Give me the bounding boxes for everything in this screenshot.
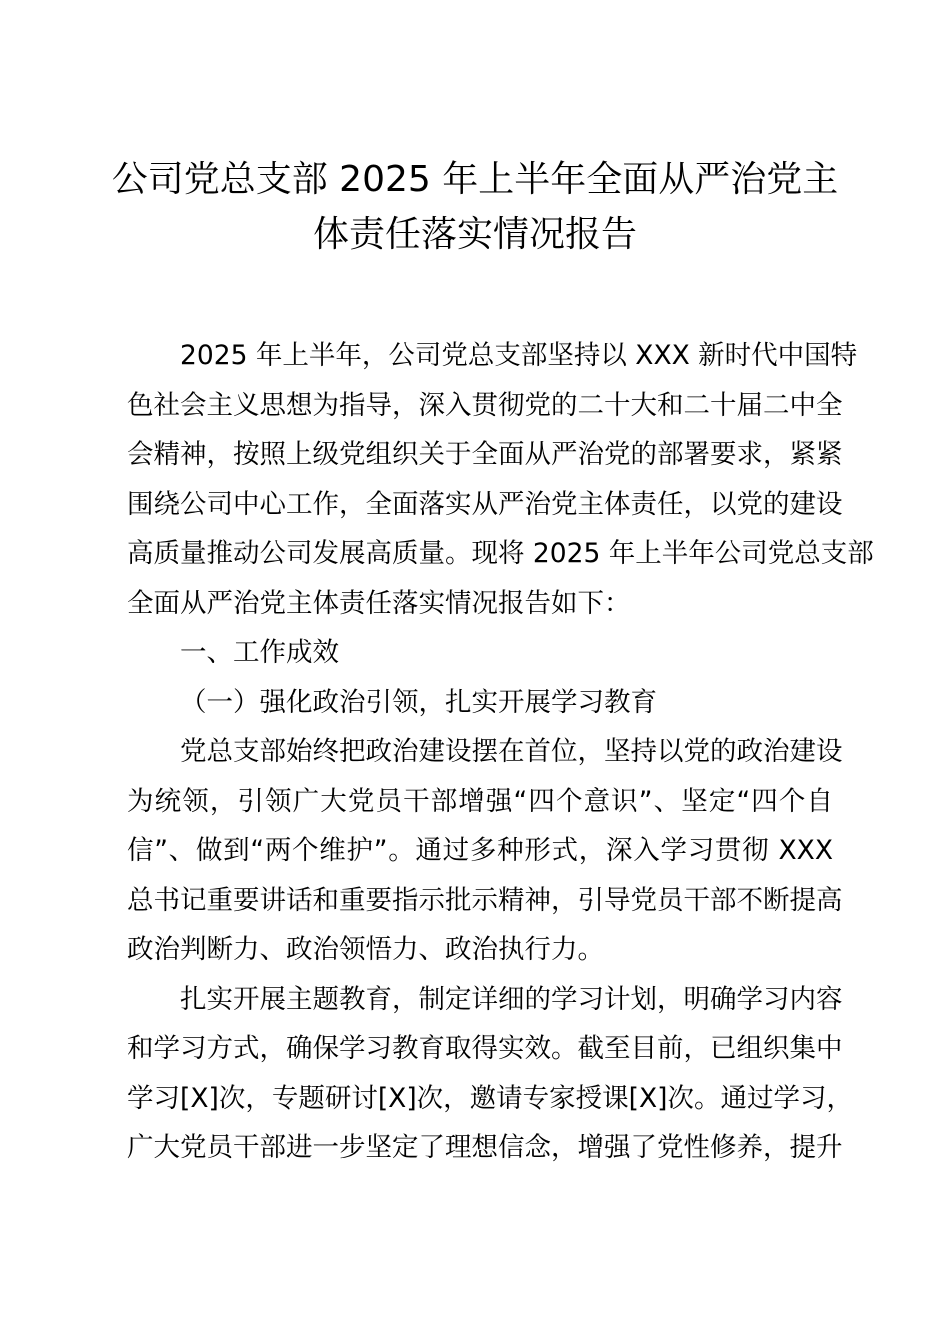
paragraph-line: 围绕公司中心工作，全面落实从严治党主体责任，以党的建设 (127, 488, 843, 520)
paragraph-line: 扎实开展主题教育，制定详细的学习计划，明确学习内容 (180, 983, 843, 1015)
section-heading: 一、工作成效 (180, 637, 339, 668)
paragraph-line: 学习[X]次，专题研讨[X]次，邀请专家授课[X]次。通过学习， (127, 1082, 853, 1114)
document-title (100, 152, 850, 262)
paragraph-line: 广大党员干部进一步坚定了理想信念，增强了党性修养，提升 (127, 1132, 843, 1163)
paragraph-line: 全面从严治党主体责任落实情况报告如下： (127, 587, 631, 619)
paragraph-line: 会精神，按照上级党组织关于全面从严治党的部署要求，紧紧 (127, 439, 843, 470)
subsection-heading: （一）强化政治引领，扎实开展学习教育 (180, 686, 657, 718)
title-line-1: 公司党总支部 2025 年上半年全面从严治党主 (111, 159, 839, 200)
paragraph-line: 2025 年上半年，公司党总支部坚持以 XXX 新时代中国特 (180, 340, 858, 371)
paragraph-line: 政治判断力、政治领悟力、政治执行力。 (127, 934, 604, 965)
paragraph-line: 党总支部始终把政治建设摆在首位，坚持以党的政治建设 (180, 736, 843, 767)
paragraph-line: 信”、做到“两个维护”。通过多种形式，深入学习贯彻 XXX (127, 835, 833, 866)
document-body (127, 331, 874, 1173)
paragraph-line: 色社会主义思想为指导，深入贯彻党的二十大和二十届二中全 (127, 389, 843, 421)
paragraph-line: 为统领，引领广大党员干部增强“四个意识”、坚定“四个自 (127, 785, 833, 817)
paragraph-line: 高质量推动公司发展高质量。现将 2025 年上半年公司党总支部 (127, 538, 874, 569)
title-line-2: 体责任落实情况报告 (312, 214, 637, 255)
paragraph-line: 总书记重要讲话和重要指示批示精神，引导党员干部不断提高 (127, 884, 843, 916)
paragraph-line: 和学习方式，确保学习教育取得实效。截至目前，已组织集中 (127, 1033, 843, 1064)
